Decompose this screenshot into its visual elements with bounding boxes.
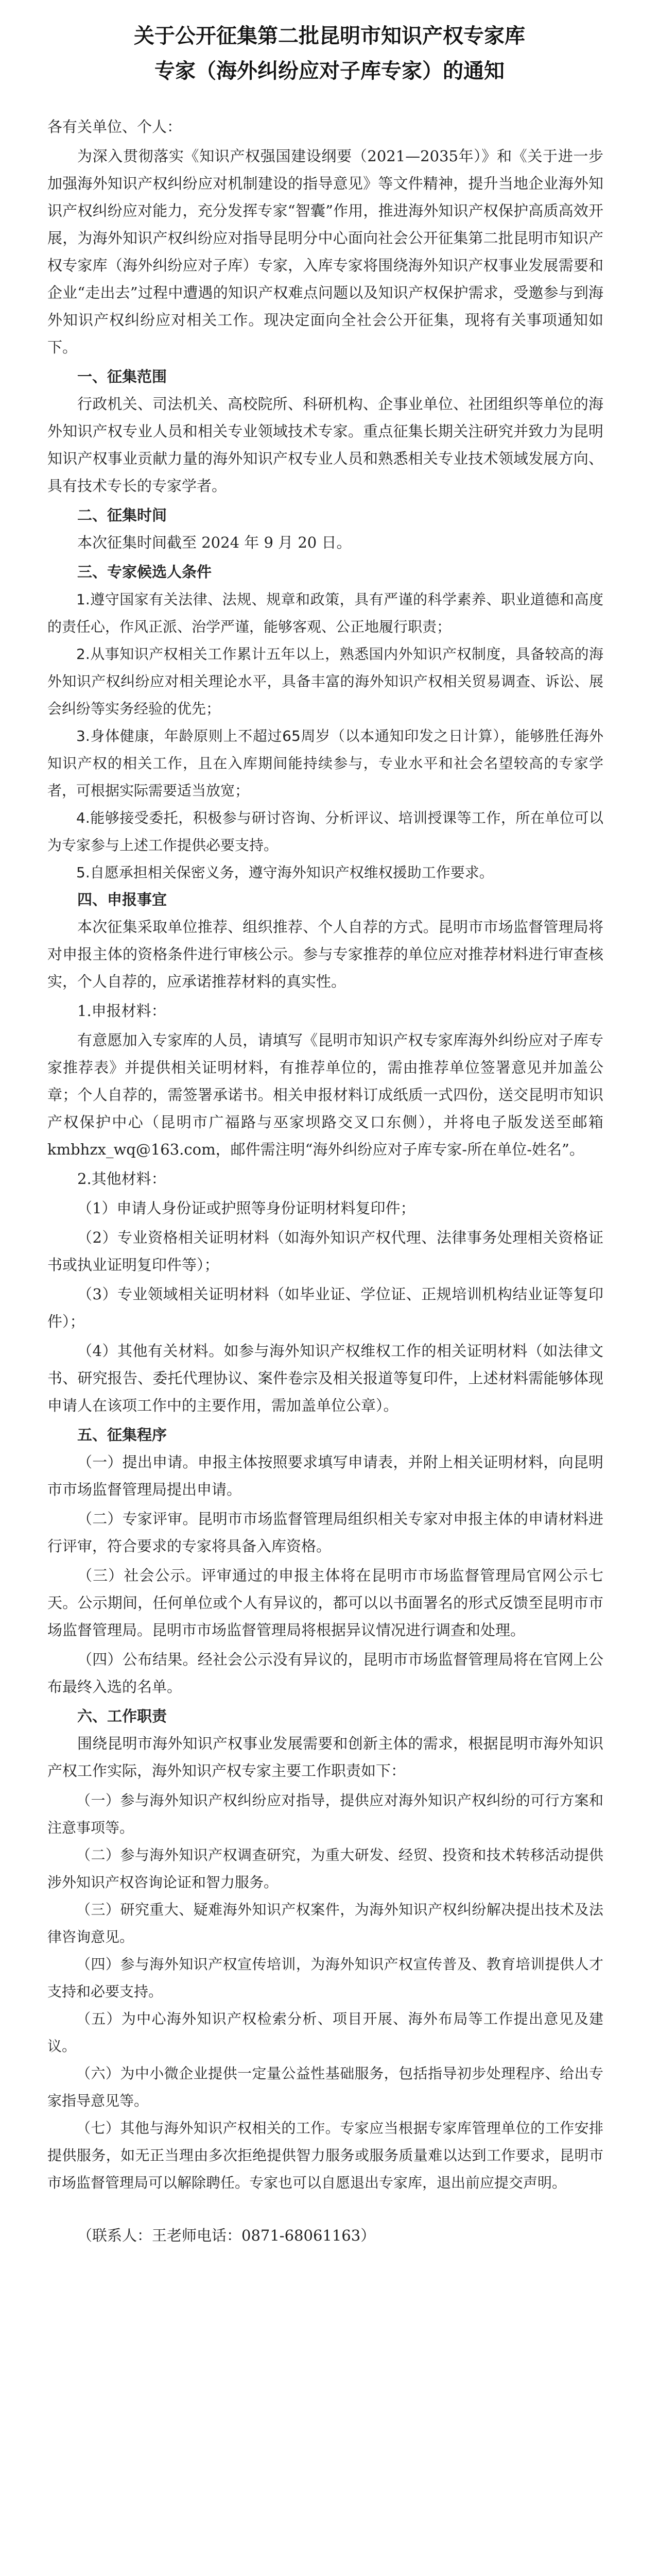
section-4-heading: 四、申报事宜 xyxy=(77,891,167,908)
candidate-condition-1: 1.遵守国家有关法律、法规、规章和政策，具有严谨的科学素养、职业道德和高度的责任心，作风正派、治学严谨，能够客观、公正地履行职责； xyxy=(47,591,603,635)
section-1-text: 行政机关、司法机关、高校院所、科研机构、企事业单位、社团组织等单位的海外知识产权专业人员和相关专业领域技术专家。重点征集长期关注研究并致力为昆明知识产权事业贡献力量的海外知识产权专业人员和熟悉相关专业技术领域发展方向、具有技术专长的专家学者。 xyxy=(47,395,603,495)
contact-info: （联系人：王老师电话：0871-68061163） xyxy=(77,2227,376,2244)
section-2-text: 本次征集时间截至 2024 年 9 月 20 日。 xyxy=(77,534,352,551)
section-2-heading: 二、征集时间 xyxy=(77,506,167,524)
duty-item-1: （一）参与海外知识产权纠纷应对指导，提供应对海外知识产权纠纷的可行方案和注意事项等。 xyxy=(47,1792,603,1836)
procedure-step-3: （三）社会公示。评审通过的申报主体将在昆明市市场监督管理局官网公示七天。公示期间，任何单位或个人有异议的，都可以以书面署名的形式反馈至昆明市市场监督管理局。昆明市市场监督管理局将根据异议情况进行调查和处理。 xyxy=(47,1567,603,1639)
section-6-heading: 六、工作职责 xyxy=(77,1707,167,1725)
section-1-heading: 一、征集范围 xyxy=(77,368,167,385)
candidate-condition-3: 3.身体健康，年龄原则上不超过65周岁（以本通知印发之日计算），能够胜任海外知识产权的相关工作，且在入库期间能持续参与，专业水平和社会名望较高的专家学者，可根据实际需要适当放宽； xyxy=(47,727,603,799)
candidate-condition-5: 5.自愿承担相关保密义务，遵守海外知识产权维权援助工作要求。 xyxy=(76,864,494,881)
duty-item-7: （七）其他与海外知识产权相关的工作。专家应当根据专家库管理单位的工作安排提供服务，如无正当理由多次拒绝提供智力服务或服务质量难以达到工作要求，昆明市市场监督管理局可以解除聘任。专家也可以自愿退出专家库，退出前应提交声明。 xyxy=(47,2120,603,2191)
other-material-4: （4）其他有关材料。如参与海外知识产权维权工作的相关证明材料（如法律文书、研究报告、委托代理协议、案件卷宗及相关报道等复印件，上述材料需能够体现申请人在该项工作中的主要作用，需加盖单位公章）。 xyxy=(47,1342,603,1414)
duty-item-5: （五）为中心海外知识产权检索分析、项目开展、海外布局等工作提出意见及建议。 xyxy=(47,2010,603,2055)
section-5-heading: 五、征集程序 xyxy=(77,1426,167,1444)
candidate-condition-4: 4.能够接受委托，积极参与研讨咨询、分析评议、培训授课等工作，所在单位可以为专家参与上述工作提供必要支持。 xyxy=(47,809,603,854)
title-line-2: 专家（海外纠纷应对子库专家）的通知 xyxy=(154,59,505,83)
duty-item-2: （二）参与海外知识产权调查研究，为重大研发、经贸、投资和技术转移活动提供涉外知识产权咨询论证和智力服务。 xyxy=(47,1846,603,1891)
materials-2-title: 2.其他材料： xyxy=(77,1170,166,1188)
materials-1-text: 有意愿加入专家库的人员，请填写《昆明市知识产权专家库海外纠纷应对子库专家推荐表》并提供相关证明材料，有推荐单位的，需由推荐单位签署意见并加盖公章；个人自荐的，需签署承诺书。相关申报材料订成纸质一式四份，送交昆明市知识产权保护中心（昆明市广福路与巫家坝路交叉口东侧），并将电子版发送至邮箱 kmbhzx_wq@163.com，邮件需注明“海外纠纷应对子库专家-所在单位-姓名”。 xyxy=(47,1031,603,1158)
other-material-1: （1）申请人身份证或护照等身份证明材料复印件； xyxy=(77,1199,415,1217)
section-6-text: 围绕昆明市海外知识产权事业发展需要和创新主体的需求，根据昆明市海外知识产权工作实际，海外知识产权专家主要工作职责如下： xyxy=(47,1735,603,1780)
procedure-step-4: （四）公布结果。经社会公示没有异议的，昆明市市场监督管理局将在官网上公布最终入选的名单。 xyxy=(47,1651,603,1696)
candidate-condition-2: 2.从事知识产权相关工作累计五年以上，熟悉国内外知识产权制度，具备较高的海外知识产权纠纷应对相关理论水平，具备丰富的海外知识产权相关贸易调查、诉讼、展会纠纷等实务经验的优先； xyxy=(47,646,603,717)
section-4-text: 本次征集采取单位推荐、组织推荐、个人自荐的方式。昆明市市场监督管理局将对申报主体的资格条件进行审核公示。参与专家推荐的单位应对推荐材料进行审查核实，个人自荐的，应承诺推荐材料的真实性。 xyxy=(47,918,603,990)
procedure-step-1: （一）提出申请。申报主体按照要求填写申请表，并附上相关证明材料，向昆明市市场监督管理局提出申请。 xyxy=(47,1453,603,1498)
procedure-step-2: （二）专家评审。昆明市市场监督管理局组织相关专家对申报主体的申请材料进行评审，符合要求的专家将具备入库资格。 xyxy=(47,1510,603,1555)
notice-body xyxy=(0,89,659,2249)
other-material-2: （2）专业资格相关证明材料（如海外知识产权代理、法律事务处理相关资格证书或执业证明复印件等）； xyxy=(47,1229,603,1274)
duty-item-4: （四）参与海外知识产权宣传培训，为海外知识产权宣传普及、教育培训提供人才支持和必要支持。 xyxy=(47,1956,603,2000)
salutation: 各有关单位、个人： xyxy=(47,118,182,135)
section-3-heading: 三、专家候选人条件 xyxy=(77,563,212,581)
intro-paragraph: 为深入贯彻落实《知识产权强国建设纲要（2021—2035年）》和《关于进一步加强海外知识产权纠纷应对机制建设的指导意见》等文件精神，提升当地企业海外知识产权纠纷应对能力，充分发挥专家“智囊”作用，推进海外知识产权保护高质高效开展，为海外知识产权纠纷应对指导昆明分中心面向社会公开征集第二批昆明市知识产权专家库（海外纠纷应对子库）专家，入库专家将围绕海外知识产权事业发展需要和企业“走出去”过程中遭遇的知识产权难点问题以及知识产权保护需求，受邀参与到海外知识产权纠纷应对相关工作。现决定面向全社会公开征集，现将有关事项通知如下。 xyxy=(47,147,603,356)
other-material-3: （3）专业领域相关证明材料（如毕业证、学位证、正规培训机构结业证等复印件）； xyxy=(47,1285,603,1330)
materials-1-title: 1.申报材料： xyxy=(77,1002,166,1020)
duty-item-3: （三）研究重大、疑难海外知识产权案件，为海外知识产权纠纷解决提出技术及法律咨询意见。 xyxy=(47,1901,603,1945)
title-line-1: 关于公开征集第二批昆明市知识产权专家库 xyxy=(134,24,525,48)
title-block xyxy=(0,0,659,89)
duty-item-6: （六）为中小微企业提供一定量公益性基础服务，包括指导初步处理程序、给出专家指导意见等。 xyxy=(47,2065,603,2109)
